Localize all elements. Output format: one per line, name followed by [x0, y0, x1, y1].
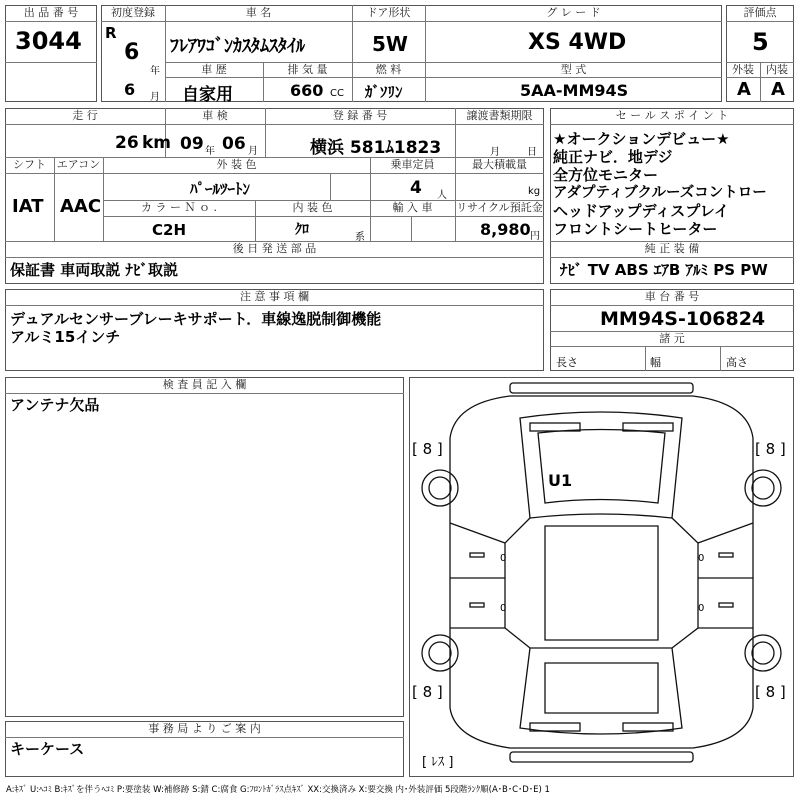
inspector-text: アンテナ欠品: [10, 396, 100, 414]
selling-point: 純正ナビ．地デジ: [553, 148, 673, 166]
selling-point: アダプティブクルーズコントロー: [553, 185, 767, 201]
first-registration-label: 初度登録: [111, 6, 155, 19]
lot-number-label: 出 品 番 号: [23, 6, 79, 19]
car-name-label: 車 名: [245, 6, 272, 19]
zero-mark: 0: [500, 603, 507, 614]
inspection-year: 09: [180, 134, 204, 154]
notes-line: アルミ15インチ: [10, 328, 121, 346]
spare-tire: [ ﾚｽ ]: [422, 755, 454, 770]
width-label: 幅: [650, 356, 661, 369]
selling-point: ヘッドアップディスプレイ: [553, 202, 729, 220]
interior-color: ｸﾛ: [295, 222, 309, 238]
exterior-grade: A: [737, 79, 751, 100]
color-label: 外 装 色: [216, 158, 257, 171]
recycle-unit: 円: [530, 231, 540, 242]
shift-label: シフト: [13, 158, 46, 171]
displacement: 660: [290, 81, 324, 100]
score: 5: [752, 28, 769, 56]
legend: A:ｷｽﾞ U:ﾍｺﾐ B:ｷｽﾞを伴うﾍｺﾐ P:要塗装 W:補修跡 S:錆 C:腐食 G:ﾌﾛﾝﾄｶﾞﾗｽ点ｷｽﾞ XX:交換済み X:要交換 内･外装評価 5段階ﾗﾝｸ順(A･B･C･D･E) 1: [6, 785, 550, 795]
height-label: 高さ: [726, 356, 748, 369]
history-label: 車 歴: [201, 63, 227, 76]
color-number: C2H: [152, 221, 186, 239]
recycle-label: リサイクル預託金: [456, 201, 543, 214]
grade-label: グ レ ー ド: [546, 6, 601, 19]
recycle-amount: 8,980: [480, 220, 531, 239]
mileage: 26: [115, 133, 139, 153]
color: ﾊﾟｰﾙﾂｰﾄﾝ: [190, 180, 251, 198]
fuel-label: 燃 料: [375, 63, 402, 76]
notes-line: デュアルセンサーブレーキサポート．車線逸脱制御機能: [10, 310, 382, 328]
lot-number: 3044: [15, 27, 82, 55]
selling-point: ★オークションデビュー★: [553, 130, 730, 148]
equipment-text: ﾅﾋﾞ TV ABS ｴｱB ｱﾙﾐ PS PW: [560, 261, 768, 279]
fuel: ｶﾞｿﾘﾝ: [365, 83, 403, 101]
first-registration-month: 6: [124, 80, 136, 99]
inspection-year-unit: 年: [205, 146, 215, 157]
inspector-box: [5, 377, 404, 717]
damage-mark-u1: U1: [548, 471, 573, 490]
mileage-label: 走 行: [72, 109, 98, 122]
ac-label: エアコン: [56, 158, 101, 171]
month-unit: 月: [150, 92, 160, 103]
selling-points-label: セ ー ル ス ポ イ ン ト: [615, 109, 729, 122]
displacement-unit: CC: [330, 88, 344, 99]
chassis-number: MM94S-106824: [600, 308, 766, 330]
zero-mark: 0: [698, 553, 705, 564]
mileage-unit: km: [142, 133, 172, 153]
door-label: ドア形状: [366, 6, 411, 19]
inspection-label: 車 検: [202, 109, 228, 122]
tire-rear-right: [ 8 ]: [755, 683, 786, 701]
model-label: 型 式: [560, 63, 587, 76]
selling-point: 全方位モニター: [553, 166, 659, 184]
interior-color-label: 内 装 色: [292, 201, 333, 214]
year-unit: 年: [150, 66, 160, 77]
spec-label: 諸 元: [659, 332, 685, 345]
zero-mark: 0: [698, 603, 705, 614]
transfer-day-unit: 日: [527, 147, 537, 158]
office-label: 事 務 局 よ り ご 案 内: [148, 722, 261, 735]
shift: IAT: [12, 196, 44, 217]
car-diagram: [409, 377, 794, 777]
import-label: 輸 入 車: [392, 201, 433, 214]
inspector-label: 検 査 員 記 入 欄: [162, 378, 247, 391]
car-name: ﾌﾚｱﾜｺﾞﾝｶｽﾀﾑｽﾀｲﾙ: [170, 36, 305, 57]
interior-grade-label: 内装: [766, 63, 788, 76]
tire-front-left: [ 8 ]: [412, 440, 443, 458]
interior-color-unit: 系: [355, 232, 365, 243]
transfer-label: 譲渡書類期限: [466, 109, 533, 122]
era-mark: R: [105, 24, 117, 42]
first-registration-year: 6: [124, 40, 140, 65]
later-parts-label: 後 日 発 送 部 品: [232, 242, 317, 255]
registration-number: 横浜 581ﾑ1823: [310, 138, 442, 158]
door: 5W: [372, 32, 408, 56]
exterior-grade-label: 外装: [732, 63, 754, 76]
registration-label: 登 録 番 号: [332, 109, 388, 122]
capacity-label: 乗車定員: [390, 158, 435, 171]
tire-rear-left: [ 8 ]: [412, 683, 443, 701]
office-text: キーケース: [10, 740, 85, 758]
displacement-label: 排 気 量: [287, 63, 328, 76]
equipment-label: 純 正 装 備: [644, 242, 700, 255]
chassis-label: 車 台 番 号: [644, 290, 700, 303]
score-label: 評価点: [743, 6, 777, 19]
load-unit: kg: [528, 186, 541, 197]
length-label: 長さ: [556, 356, 578, 369]
color-number-label: カ ラ ー Ｎ ｏ .: [141, 201, 217, 214]
transfer-month-unit: 月: [490, 147, 500, 158]
notes-label: 注 意 事 項 欄: [240, 290, 309, 303]
ac: AAC: [60, 196, 102, 217]
capacity-unit: 人: [437, 190, 447, 201]
car-outline-icon: [410, 378, 793, 776]
model: 5AA-MM94S: [520, 81, 629, 100]
zero-mark: 0: [500, 553, 507, 564]
inspection-month: 06: [222, 134, 246, 154]
capacity: 4: [410, 178, 422, 198]
interior-grade: A: [771, 79, 785, 100]
selling-point: フロントシートヒーター: [553, 220, 718, 238]
grade: XS 4WD: [528, 30, 627, 55]
inspection-month-unit: 月: [248, 146, 258, 157]
later-parts-text: 保証書 車両取説 ﾅﾋﾞ取説: [10, 261, 178, 279]
tire-front-right: [ 8 ]: [755, 440, 786, 458]
load-label: 最大積載量: [472, 158, 527, 171]
history: 自家用: [182, 85, 233, 105]
